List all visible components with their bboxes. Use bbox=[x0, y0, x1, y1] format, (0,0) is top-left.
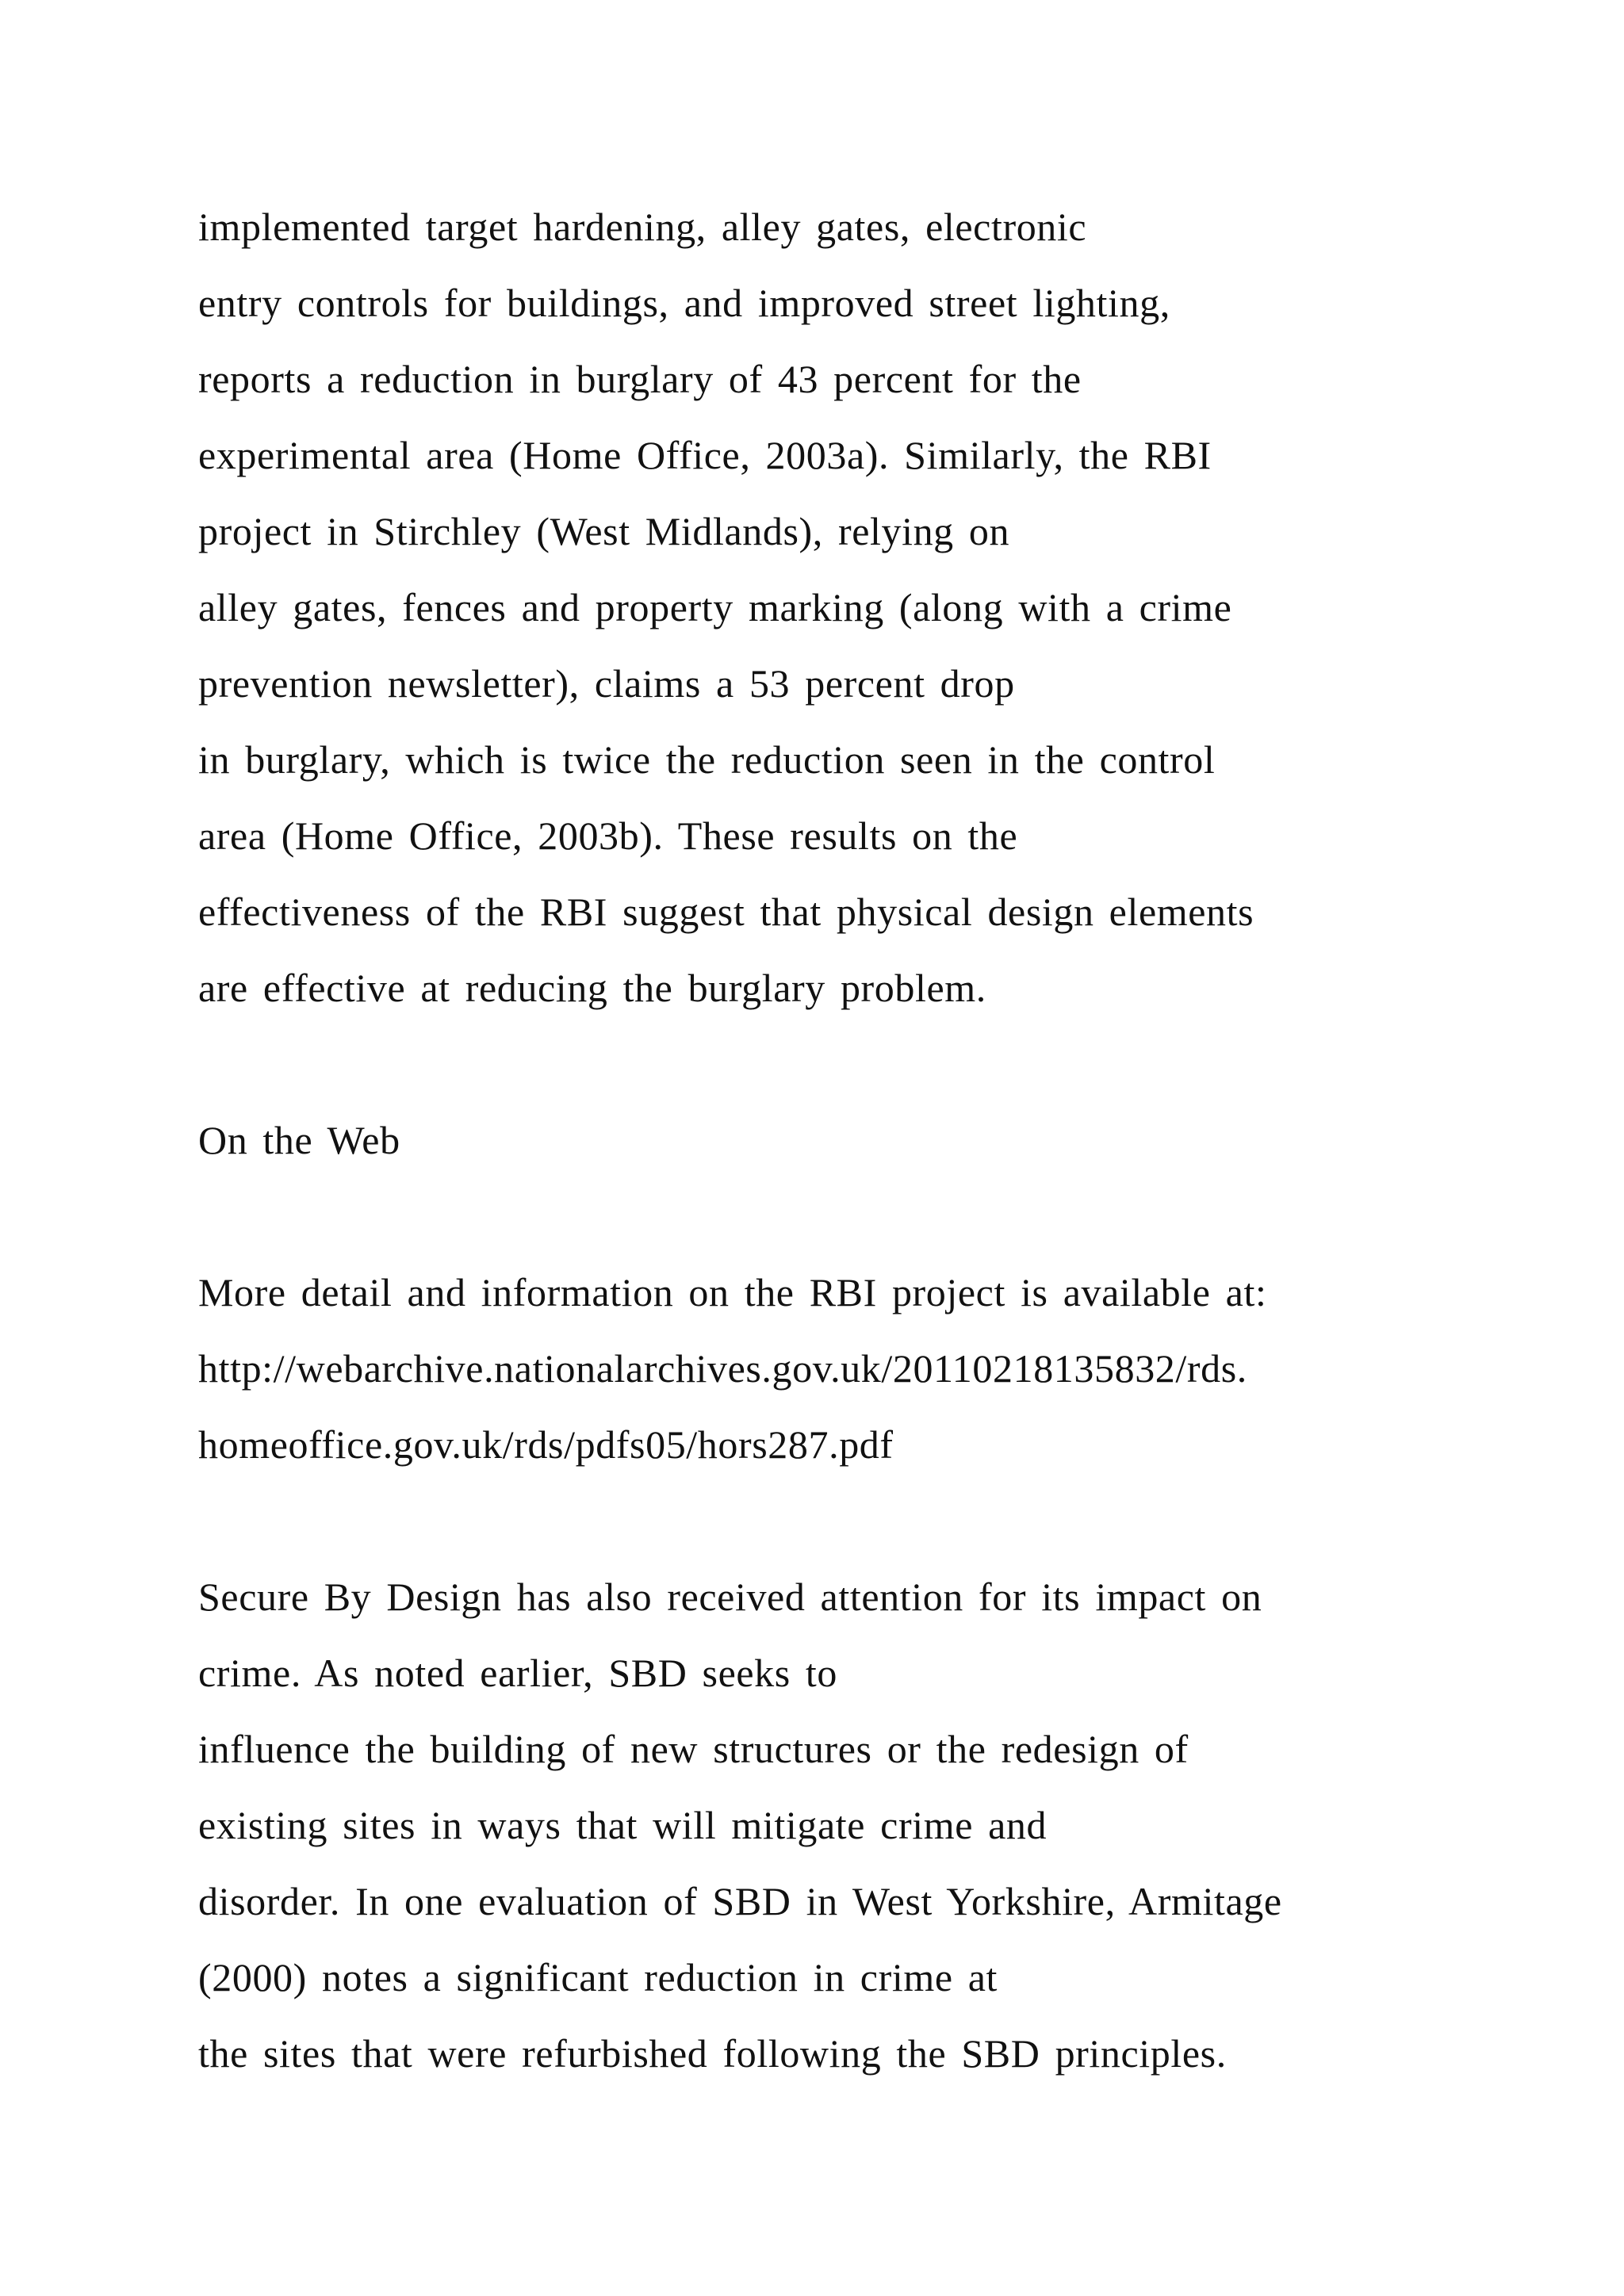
text-line: the sites that were refurbished following the SBD principles. bbox=[198, 2031, 1227, 2076]
text-line: prevention newsletter), claims a 53 percent drop bbox=[198, 661, 1015, 706]
text-line: experimental area (Home Office, 2003a). Similarly, the RBI bbox=[198, 433, 1212, 477]
url-line: homeoffice.gov.uk/rds/pdfs05/hors287.pdf bbox=[198, 1422, 894, 1467]
paragraph-spacer bbox=[198, 1026, 1562, 1102]
text-line: implemented target hardening, alley gates, electronic bbox=[198, 205, 1087, 249]
paragraph-secure-by-design bbox=[198, 1559, 1562, 2091]
paragraph-spacer bbox=[198, 1483, 1562, 1559]
text-line: Secure By Design has also received attention for its impact on bbox=[198, 1575, 1262, 1619]
url-line: http://webarchive.nationalarchives.gov.uk/20110218135832/rds. bbox=[198, 1346, 1247, 1391]
text-line: crime. As noted earlier, SBD seeks to bbox=[198, 1651, 838, 1695]
text-line: project in Stirchley (West Midlands), relying on bbox=[198, 509, 1010, 553]
text-line: effectiveness of the RBI suggest that physical design elements bbox=[198, 890, 1254, 934]
text-line: in burglary, which is twice the reduction seen in the control bbox=[198, 737, 1216, 782]
text-line: entry controls for buildings, and improved street lighting, bbox=[198, 281, 1170, 325]
text-line: are effective at reducing the burglary problem. bbox=[198, 966, 986, 1010]
heading-text: On the Web bbox=[198, 1118, 400, 1162]
text-line: (2000) notes a significant reduction in crime at bbox=[198, 1955, 998, 1999]
paragraph-rbi-results bbox=[198, 189, 1562, 1026]
paragraph-spacer bbox=[198, 1178, 1562, 1254]
paragraph-web-reference bbox=[198, 1254, 1562, 1483]
text-line: More detail and information on the RBI project is available at: bbox=[198, 1270, 1267, 1314]
text-line: existing sites in ways that will mitigate crime and bbox=[198, 1803, 1048, 1847]
text-line: disorder. In one evaluation of SBD in West Yorkshire, Armitage bbox=[198, 1879, 1282, 1923]
text-column bbox=[198, 189, 1562, 2091]
text-line: alley gates, fences and property marking (along with a crime bbox=[198, 585, 1232, 629]
text-line: area (Home Office, 2003b). These results on the bbox=[198, 813, 1018, 858]
section-heading-on-the-web bbox=[198, 1102, 1562, 1178]
text-line: influence the building of new structures or the redesign of bbox=[198, 1727, 1189, 1771]
text-line: reports a reduction in burglary of 43 percent for the bbox=[198, 357, 1082, 401]
